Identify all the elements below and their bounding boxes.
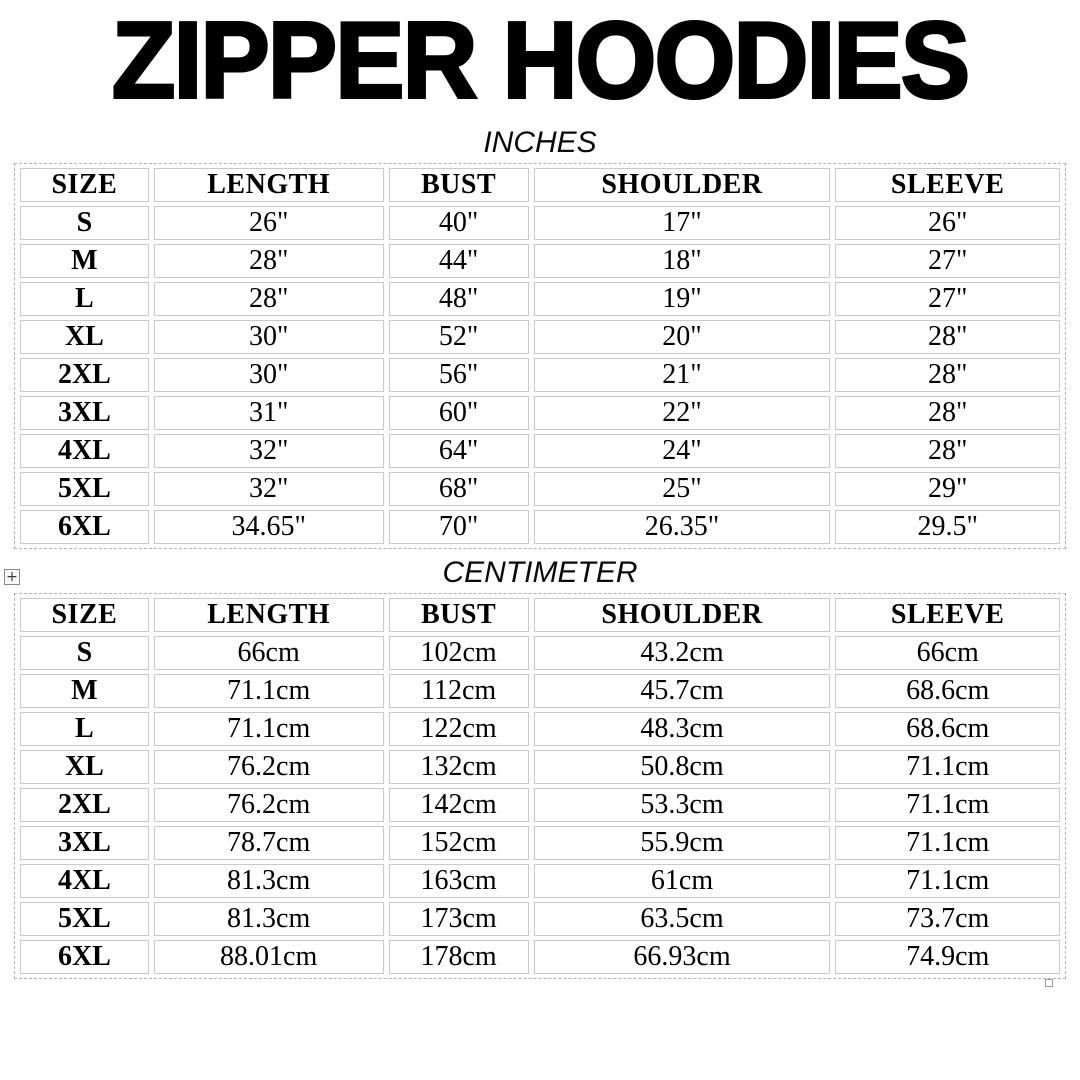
- table-row: [20, 674, 1060, 708]
- measurement-cell: 61cm: [534, 864, 831, 898]
- table-row: [20, 320, 1060, 354]
- measurement-cell: 17": [534, 206, 831, 240]
- centimeter-table: [15, 594, 1065, 978]
- measurement-cell: 27": [835, 282, 1060, 316]
- measurement-cell: 66cm: [835, 636, 1060, 670]
- measurement-cell: 28": [835, 320, 1060, 354]
- measurement-cell: 40": [389, 206, 529, 240]
- column-header: LENGTH: [154, 168, 384, 202]
- measurement-cell: 28": [835, 434, 1060, 468]
- measurement-cell: 22": [534, 396, 831, 430]
- measurement-cell: 60": [389, 396, 529, 430]
- measurement-cell: 66.93cm: [534, 940, 831, 974]
- table-row: [20, 788, 1060, 822]
- measurement-cell: 71.1cm: [835, 826, 1060, 860]
- table-row: [20, 358, 1060, 392]
- measurement-cell: 48": [389, 282, 529, 316]
- measurement-cell: 76.2cm: [154, 750, 384, 784]
- column-header: SHOULDER: [534, 168, 831, 202]
- column-header: LENGTH: [154, 598, 384, 632]
- size-cell: XL: [20, 320, 149, 354]
- size-cell: 5XL: [20, 472, 149, 506]
- measurement-cell: 122cm: [389, 712, 529, 746]
- size-cell: 6XL: [20, 940, 149, 974]
- measurement-cell: 68.6cm: [835, 674, 1060, 708]
- column-header: SIZE: [20, 168, 149, 202]
- measurement-cell: 78.7cm: [154, 826, 384, 860]
- measurement-cell: 63.5cm: [534, 902, 831, 936]
- size-cell: S: [20, 636, 149, 670]
- centimeter-caption: CENTIMETER: [442, 556, 638, 590]
- measurement-cell: 28": [835, 396, 1060, 430]
- measurement-cell: 81.3cm: [154, 864, 384, 898]
- measurement-cell: 26": [154, 206, 384, 240]
- table-row: [20, 826, 1060, 860]
- measurement-cell: 19": [534, 282, 831, 316]
- table-row: [20, 940, 1060, 974]
- measurement-cell: 71.1cm: [154, 674, 384, 708]
- measurement-cell: 31": [154, 396, 384, 430]
- table-row: [20, 510, 1060, 544]
- table-row: [20, 712, 1060, 746]
- inches-table-wrapper: [14, 163, 1066, 549]
- measurement-cell: 32": [154, 434, 384, 468]
- measurement-cell: 25": [534, 472, 831, 506]
- column-header: SHOULDER: [534, 598, 831, 632]
- column-header: SLEEVE: [835, 598, 1060, 632]
- page-title: ZIPPER HOODIES: [111, 0, 969, 122]
- table-resize-handle-icon[interactable]: [1045, 979, 1053, 987]
- size-cell: XL: [20, 750, 149, 784]
- measurement-cell: 64": [389, 434, 529, 468]
- measurement-cell: 21": [534, 358, 831, 392]
- size-cell: M: [20, 674, 149, 708]
- measurement-cell: 26.35": [534, 510, 831, 544]
- table-row: [20, 750, 1060, 784]
- measurement-cell: 32": [154, 472, 384, 506]
- size-cell: 3XL: [20, 826, 149, 860]
- inches-header-row: [20, 168, 1060, 202]
- table-row: [20, 434, 1060, 468]
- measurement-cell: 71.1cm: [835, 750, 1060, 784]
- measurement-cell: 132cm: [389, 750, 529, 784]
- column-header: SLEEVE: [835, 168, 1060, 202]
- measurement-cell: 43.2cm: [534, 636, 831, 670]
- measurement-cell: 56": [389, 358, 529, 392]
- measurement-cell: 28": [154, 244, 384, 278]
- measurement-cell: 50.8cm: [534, 750, 831, 784]
- measurement-cell: 52": [389, 320, 529, 354]
- size-cell: 3XL: [20, 396, 149, 430]
- measurement-cell: 48.3cm: [534, 712, 831, 746]
- table-row: [20, 282, 1060, 316]
- measurement-cell: 152cm: [389, 826, 529, 860]
- measurement-cell: 163cm: [389, 864, 529, 898]
- measurement-cell: 71.1cm: [154, 712, 384, 746]
- measurement-cell: 88.01cm: [154, 940, 384, 974]
- size-cell: 2XL: [20, 788, 149, 822]
- measurement-cell: 28": [154, 282, 384, 316]
- measurement-cell: 34.65": [154, 510, 384, 544]
- measurement-cell: 68.6cm: [835, 712, 1060, 746]
- table-move-handle[interactable]: [4, 569, 20, 585]
- measurement-cell: 28": [835, 358, 1060, 392]
- measurement-cell: 66cm: [154, 636, 384, 670]
- size-cell: L: [20, 282, 149, 316]
- inches-table: [15, 164, 1065, 548]
- measurement-cell: 173cm: [389, 902, 529, 936]
- measurement-cell: 71.1cm: [835, 788, 1060, 822]
- measurement-cell: 20": [534, 320, 831, 354]
- size-cell: M: [20, 244, 149, 278]
- size-cell: 2XL: [20, 358, 149, 392]
- measurement-cell: 76.2cm: [154, 788, 384, 822]
- measurement-cell: 81.3cm: [154, 902, 384, 936]
- size-cell: 5XL: [20, 902, 149, 936]
- measurement-cell: 18": [534, 244, 831, 278]
- measurement-cell: 73.7cm: [835, 902, 1060, 936]
- table-row: [20, 864, 1060, 898]
- measurement-cell: 70": [389, 510, 529, 544]
- measurement-cell: 24": [534, 434, 831, 468]
- measurement-cell: 142cm: [389, 788, 529, 822]
- measurement-cell: 53.3cm: [534, 788, 831, 822]
- table-row: [20, 206, 1060, 240]
- table-row: [20, 472, 1060, 506]
- size-cell: L: [20, 712, 149, 746]
- measurement-cell: 74.9cm: [835, 940, 1060, 974]
- size-cell: 4XL: [20, 434, 149, 468]
- table-row: [20, 396, 1060, 430]
- measurement-cell: 29.5": [835, 510, 1060, 544]
- centimeter-table-wrapper: [14, 593, 1066, 979]
- plus-icon: +: [6, 569, 18, 585]
- measurement-cell: 71.1cm: [835, 864, 1060, 898]
- measurement-cell: 27": [835, 244, 1060, 278]
- measurement-cell: 30": [154, 320, 384, 354]
- column-header: BUST: [389, 598, 529, 632]
- measurement-cell: 29": [835, 472, 1060, 506]
- size-cell: 4XL: [20, 864, 149, 898]
- table-row: [20, 636, 1060, 670]
- measurement-cell: 26": [835, 206, 1060, 240]
- measurement-cell: 112cm: [389, 674, 529, 708]
- measurement-cell: 102cm: [389, 636, 529, 670]
- size-cell: 6XL: [20, 510, 149, 544]
- column-header: BUST: [389, 168, 529, 202]
- measurement-cell: 44": [389, 244, 529, 278]
- measurement-cell: 30": [154, 358, 384, 392]
- inches-caption: INCHES: [483, 126, 597, 160]
- table-row: [20, 244, 1060, 278]
- column-header: SIZE: [20, 598, 149, 632]
- measurement-cell: 68": [389, 472, 529, 506]
- table-row: [20, 902, 1060, 936]
- size-cell: S: [20, 206, 149, 240]
- measurement-cell: 55.9cm: [534, 826, 831, 860]
- measurement-cell: 178cm: [389, 940, 529, 974]
- measurement-cell: 45.7cm: [534, 674, 831, 708]
- centimeter-header-row: [20, 598, 1060, 632]
